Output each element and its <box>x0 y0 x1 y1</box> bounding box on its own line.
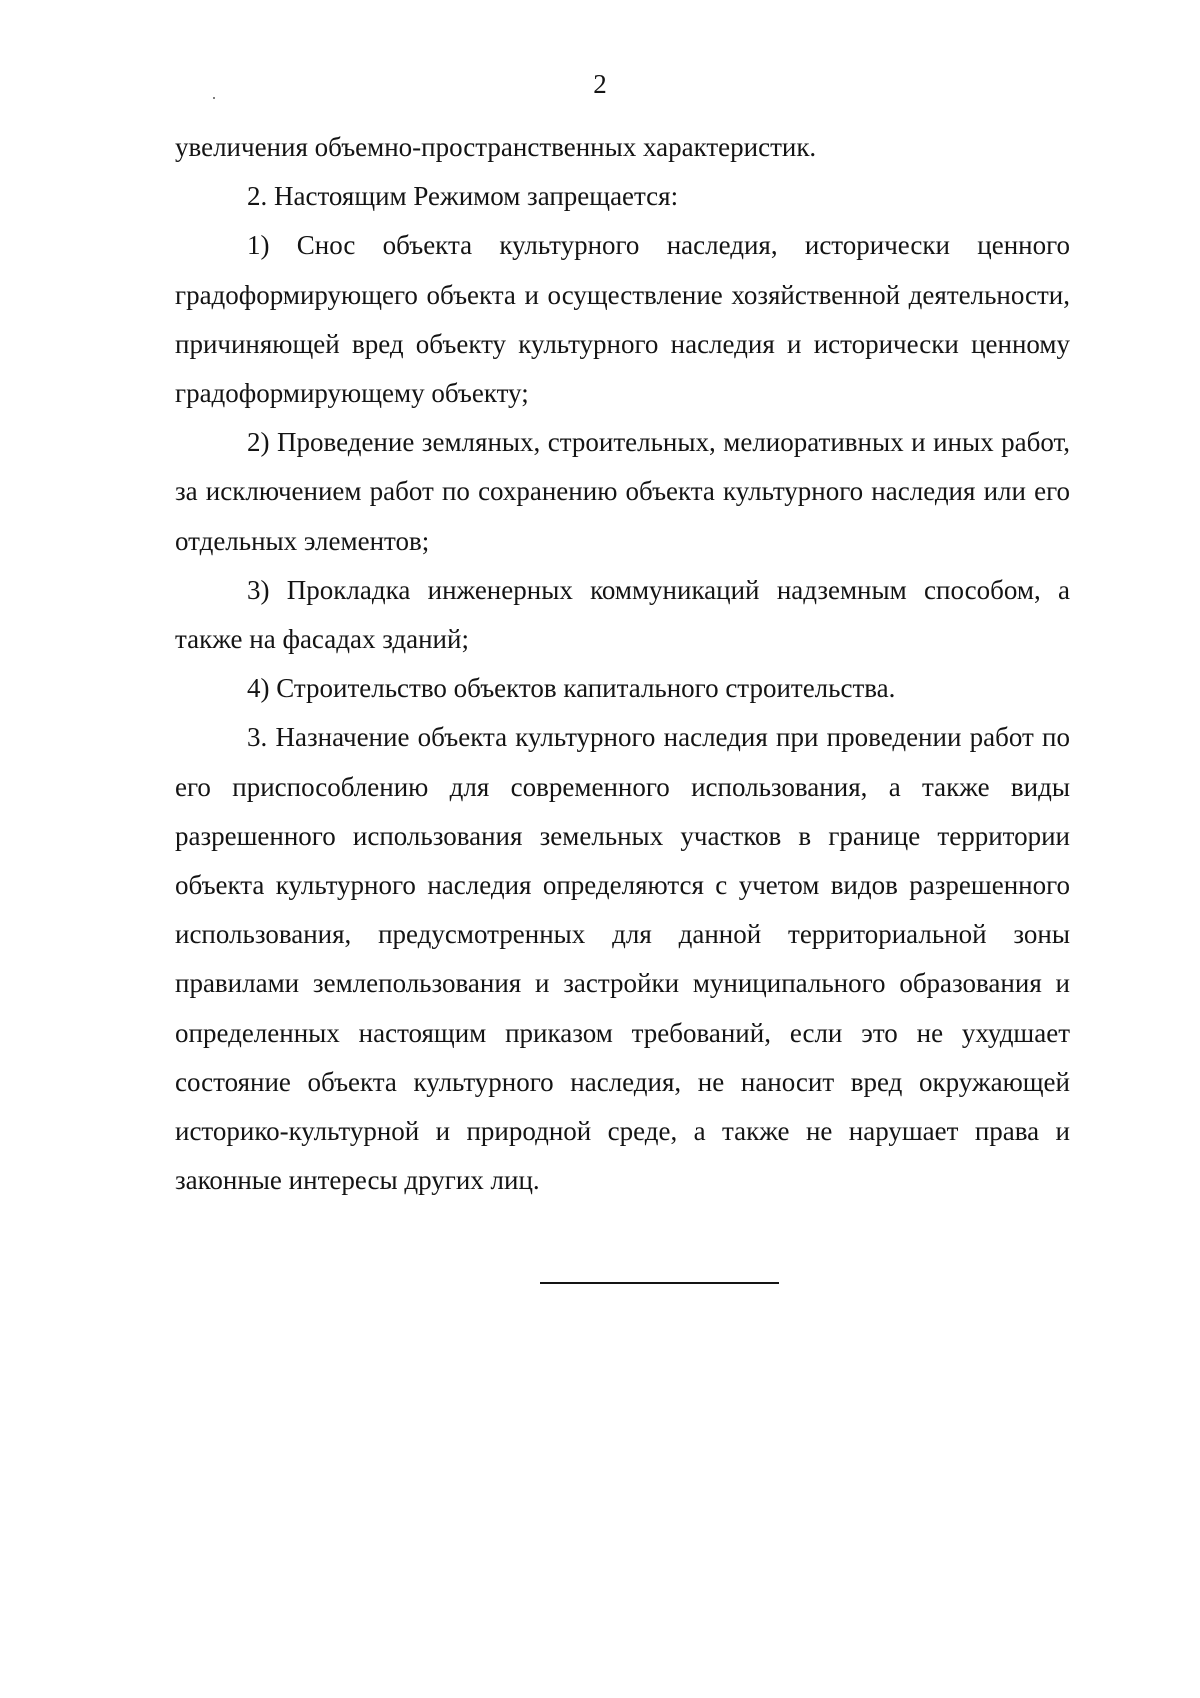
document-body <box>175 123 1070 1205</box>
paragraph-continuation: увеличения объемно-пространственных характеристик. <box>175 132 817 162</box>
page-number: 2 <box>593 69 607 99</box>
scan-speck <box>213 97 215 99</box>
paragraph-item-2: 2) Проведение земляных, строительных, мелиоративных и иных работ, за исключением работ по сохранению объекта культурного наследия или его отдельных элементов; <box>175 427 1070 556</box>
paragraph-item-4: 4) Строительство объектов капитального строительства. <box>247 673 896 704</box>
paragraph-section-2-heading: 2. Настоящим Режимом запрещается: <box>247 181 679 212</box>
paragraph-section-3: 3. Назначение объекта культурного наследия при проведении работ по его приспособлению для современного использования, а также виды разрешенного использования земельных участков в границе территории объекта культурного наследия определяются с учетом видов разрешенного использования, предусмотренных для данной территориальной зоны правилами землепользования и застройки муниципального образования и определенных настоящим приказом требований, если это не ухудшает состояние объекта культурного наследия, не наносит вред окружающей историко-культурной и природной среде, а также не нарушает права и законные интересы других лиц. <box>175 722 1070 1196</box>
end-separator-line <box>540 1282 779 1284</box>
paragraph-item-1: 1) Снос объекта культурного наследия, исторически ценного градоформирующего объекта и осуществление хозяйственной деятельности, причиняющей вред объекту культурного наследия и исторически ценному градоформирующему объекту; <box>175 230 1070 409</box>
paragraph-item-3: 3) Прокладка инженерных коммуникаций надземным способом, а также на фасадах зданий; <box>175 574 1070 655</box>
